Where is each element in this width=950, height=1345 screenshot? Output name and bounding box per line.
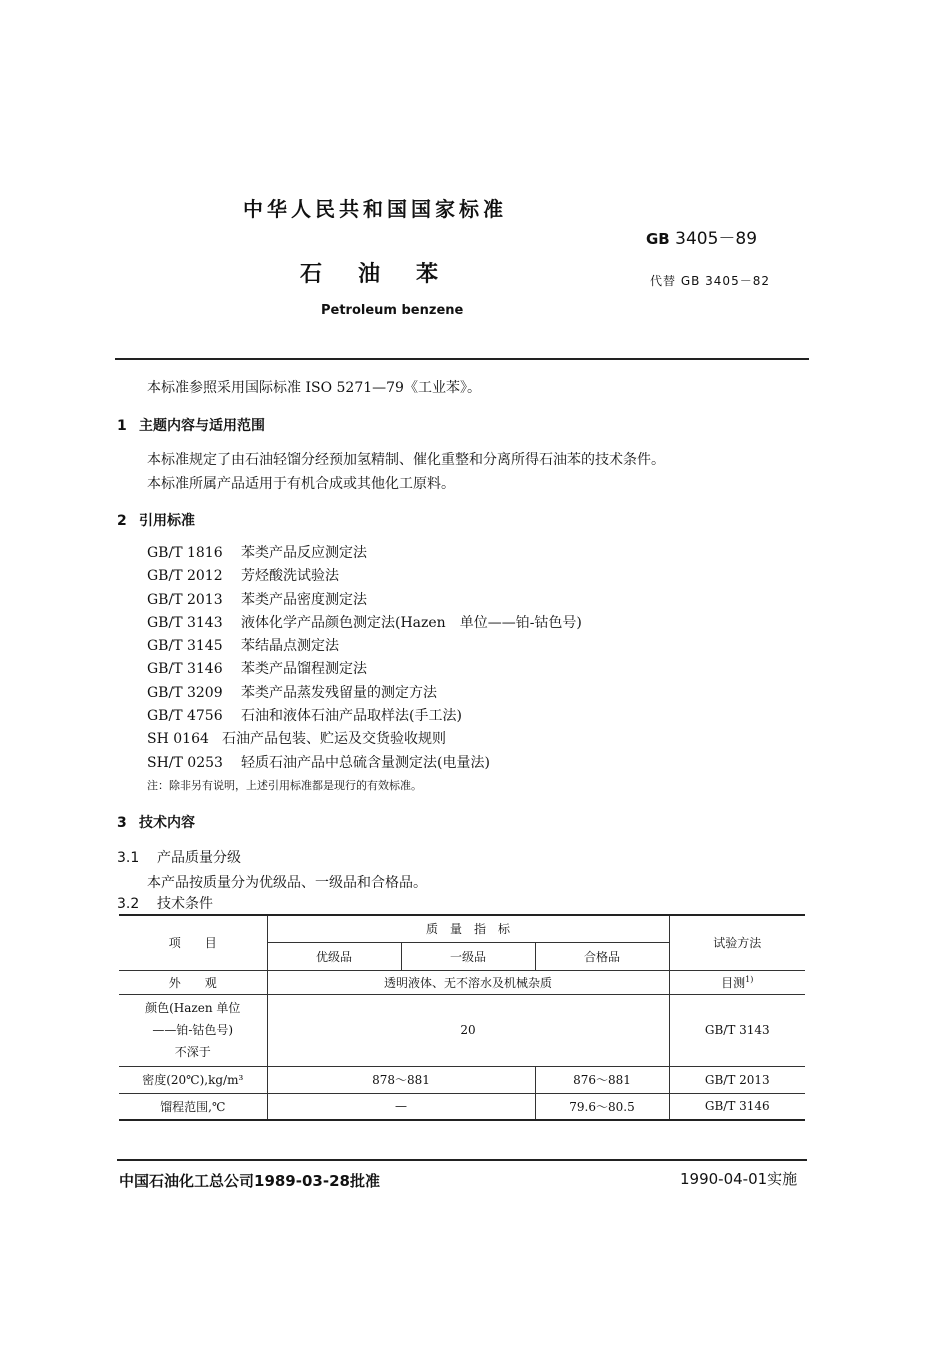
density-value-superior-first: 878～881: [267, 1066, 535, 1093]
appearance-method: [669, 970, 805, 994]
reference-code: GB/T 1816: [147, 545, 223, 561]
reference-title: 苯结晶点测定法: [241, 638, 339, 655]
reference-code: GB/T 3146: [147, 661, 223, 678]
document-title-en: Petroleum benzene: [321, 303, 464, 318]
standard-code-prefix: GB: [646, 230, 670, 248]
appearance-method-footnote: 1): [745, 974, 754, 984]
header-test-method: 试验方法: [669, 915, 805, 970]
table-row: [119, 1093, 805, 1120]
section-2-number: 2: [117, 513, 127, 529]
standard-org-title: 中华人民共和国国家标准: [243, 197, 507, 221]
color-item-line-2: ——铂-钴色号): [152, 1023, 234, 1037]
table-row: [119, 1066, 805, 1093]
subsection-3-1-title: 产品质量分级: [157, 850, 241, 866]
density-value-qualified: 876～881: [535, 1066, 669, 1093]
replaces-standard: 代替 GB 3405－82: [650, 274, 770, 288]
distillation-method: GB/T 3146: [669, 1093, 805, 1120]
section-1-title: 主题内容与适用范围: [139, 418, 265, 434]
reference-title: 苯类产品反应测定法: [241, 545, 367, 561]
color-item-line-1: 颜色(Hazen 单位: [145, 1001, 241, 1015]
section-3-title: 技术内容: [139, 815, 195, 831]
reference-code: GB/T 3209: [147, 684, 223, 701]
subsection-3-1-number: 3.1: [117, 850, 140, 866]
table-row: [119, 994, 805, 1066]
section-3-number: 3: [117, 815, 127, 831]
section-1-paragraph-2: 本标准所属产品适用于有机合成或其他化工原料。: [147, 476, 455, 492]
reference-item: [147, 658, 582, 681]
reference-code: SH/T 0253: [147, 754, 223, 771]
section-3-heading: [117, 812, 195, 832]
subsection-3-1-heading: [117, 847, 241, 867]
reference-item: [147, 589, 582, 612]
color-item-line-3: 不深于: [174, 1045, 211, 1059]
reference-note: 注：除非另有说明，上述引用标准都是现行的有效标准。: [147, 779, 422, 792]
reference-code: GB/T 3143: [147, 614, 223, 631]
appearance-item: 外 观: [119, 970, 267, 994]
reference-code: GB/T 2012: [147, 568, 223, 585]
density-method: GB/T 2013: [669, 1066, 805, 1093]
header-quality-index: 质 量 指 标: [267, 915, 669, 942]
reference-code: GB/T 3145: [147, 638, 223, 655]
header-grade-first: 一级品: [401, 942, 535, 970]
distillation-value-superior-first: —: [267, 1093, 535, 1120]
reference-code: SH 0164: [147, 731, 209, 748]
technical-specification-table: [119, 914, 805, 1121]
subsection-3-1-text: 本产品按质量分为优级品、一级品和合格品。: [147, 875, 427, 891]
section-1-number: 1: [117, 418, 127, 434]
table-row: [119, 970, 805, 994]
reference-title: 苯类产品馏程测定法: [241, 661, 367, 678]
reference-code: GB/T 4756: [147, 708, 223, 725]
reference-list: [147, 542, 582, 775]
reference-item: [147, 565, 582, 588]
appearance-value: 透明液体、无不溶水及机械杂质: [267, 970, 669, 994]
reference-title: 石油产品包装、贮运及交货验收规则: [222, 731, 446, 748]
reference-item: [147, 635, 582, 658]
effective-date: 1990-04-01实施: [680, 1170, 798, 1188]
color-item: [119, 994, 267, 1066]
reference-item: [147, 705, 582, 728]
section-2-title: 引用标准: [139, 513, 195, 529]
intro-paragraph: 本标准参照采用国际标准 ISO 5271—79《工业苯》。: [147, 380, 481, 396]
header-divider: [115, 358, 809, 360]
reference-item: [147, 612, 582, 635]
subsection-3-2-heading: [117, 893, 213, 913]
section-1-paragraph-1: 本标准规定了由石油轻馏分经预加氢精制、催化重整和分离所得石油苯的技术条件。: [147, 452, 665, 468]
header-item: 项 目: [119, 915, 267, 970]
reference-title: 石油和液体石油产品取样法(手工法): [241, 708, 462, 725]
document-title-cn: 石油苯: [300, 262, 475, 287]
approval-date: 中国石油化工总公司1989-03-28批准: [119, 1172, 380, 1190]
reference-title: 芳烃酸洗试验法: [241, 568, 339, 585]
standard-code: [646, 224, 757, 249]
reference-title: 苯类产品蒸发残留量的测定方法: [241, 684, 437, 701]
distillation-value-qualified: 79.6～80.5: [535, 1093, 669, 1120]
section-1-heading: [117, 415, 265, 435]
reference-item: [147, 752, 582, 775]
standard-code-number: 3405－89: [675, 229, 758, 249]
reference-item: [147, 682, 582, 705]
reference-title: 液体化学产品颜色测定法(Hazen 单位——铂-钴色号): [241, 614, 582, 631]
color-method: GB/T 3143: [669, 994, 805, 1066]
reference-code: GB/T 2013: [147, 591, 223, 608]
subsection-3-2-title: 技术条件: [157, 896, 213, 912]
table-header-row: [119, 915, 805, 942]
reference-title: 轻质石油产品中总硫含量测定法(电量法): [241, 754, 490, 771]
reference-item: [147, 728, 582, 751]
header-grade-superior: 优级品: [267, 942, 401, 970]
subsection-3-2-number: 3.2: [117, 896, 140, 912]
header-grade-qualified: 合格品: [535, 942, 669, 970]
distillation-item: 馏程范围,℃: [119, 1093, 267, 1120]
reference-title: 苯类产品密度测定法: [241, 591, 367, 608]
density-item: 密度(20℃),kg/m³: [119, 1066, 267, 1093]
reference-item: [147, 542, 582, 565]
section-2-heading: [117, 510, 195, 530]
appearance-method-text: 目测: [721, 975, 746, 990]
color-value: 20: [267, 994, 669, 1066]
footer-divider: [117, 1159, 807, 1161]
